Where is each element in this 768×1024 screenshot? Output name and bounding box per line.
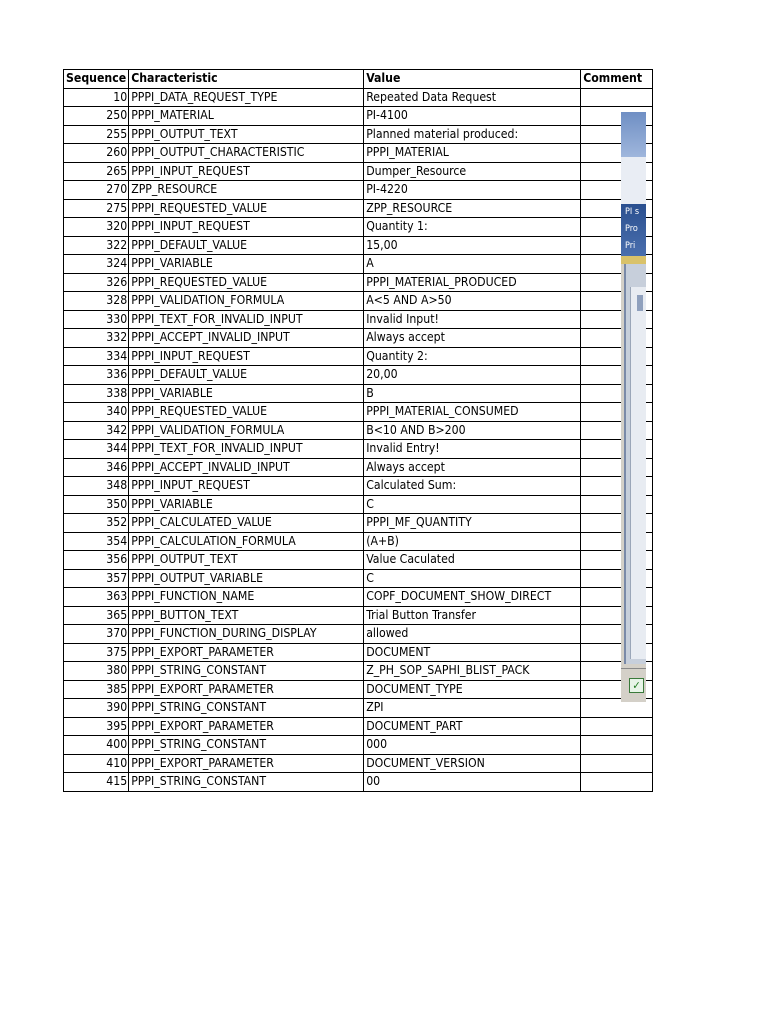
sequence-cell: 363 (64, 588, 129, 607)
sequence-cell: 255 (64, 125, 129, 144)
table-row (64, 366, 653, 385)
table-row (64, 606, 653, 625)
header-line-2: Pro (625, 224, 638, 234)
table-row (64, 773, 653, 792)
table-row (64, 162, 653, 181)
value-header: Value (364, 70, 581, 89)
embedded-sap-screenshot (621, 112, 646, 702)
process-instruction-header (621, 204, 646, 256)
characteristic-cell: PPPI_INPUT_REQUEST (129, 162, 364, 181)
sequence-cell: 346 (64, 458, 129, 477)
table-row (64, 625, 653, 644)
sequence-cell: 348 (64, 477, 129, 496)
sequence-cell: 10 (64, 88, 129, 107)
table-row (64, 588, 653, 607)
characteristic-cell: PPPI_STRING_CONSTANT (129, 736, 364, 755)
characteristic-cell: PPPI_STRING_CONSTANT (129, 773, 364, 792)
table-row (64, 514, 653, 533)
sequence-cell: 260 (64, 144, 129, 163)
value-cell: DOCUMENT_TYPE (364, 680, 581, 699)
table-row (64, 717, 653, 736)
sequence-header: Sequence (64, 70, 129, 89)
sequence-cell: 357 (64, 569, 129, 588)
characteristic-cell: PPPI_VARIABLE (129, 255, 364, 274)
sequence-cell: 250 (64, 107, 129, 126)
sequence-cell: 356 (64, 551, 129, 570)
sequence-cell: 350 (64, 495, 129, 514)
characteristic-cell: PPPI_STRING_CONSTANT (129, 662, 364, 681)
table-row (64, 643, 653, 662)
sequence-cell: 342 (64, 421, 129, 440)
sequence-cell: 375 (64, 643, 129, 662)
value-cell: PPPI_MATERIAL (364, 144, 581, 163)
sequence-cell: 270 (64, 181, 129, 200)
value-cell: Z_PH_SOP_SAPHI_BLIST_PACK (364, 662, 581, 681)
table-row (64, 255, 653, 274)
value-cell: allowed (364, 625, 581, 644)
characteristic-cell: PPPI_EXPORT_PARAMETER (129, 717, 364, 736)
accent-divider (621, 256, 646, 264)
value-cell: DOCUMENT_PART (364, 717, 581, 736)
table-row (64, 421, 653, 440)
value-cell: B (364, 384, 581, 403)
characteristic-cell: PPPI_VARIABLE (129, 495, 364, 514)
table-row (64, 347, 653, 366)
characteristic-cell: PPPI_REQUESTED_VALUE (129, 273, 364, 292)
characteristic-cell: PPPI_STRING_CONSTANT (129, 699, 364, 718)
table-row (64, 273, 653, 292)
characteristic-cell: PPPI_EXPORT_PARAMETER (129, 680, 364, 699)
header-row (64, 70, 653, 89)
characteristic-cell: PPPI_OUTPUT_CHARACTERISTIC (129, 144, 364, 163)
characteristic-cell: PPPI_REQUESTED_VALUE (129, 199, 364, 218)
characteristic-cell: PPPI_FUNCTION_DURING_DISPLAY (129, 625, 364, 644)
characteristic-cell: PPPI_VARIABLE (129, 384, 364, 403)
sequence-cell: 265 (64, 162, 129, 181)
inner-field-area (630, 287, 646, 659)
sequence-cell: 338 (64, 384, 129, 403)
table-row (64, 458, 653, 477)
value-cell: A<5 AND A>50 (364, 292, 581, 311)
characteristic-cell: PPPI_DEFAULT_VALUE (129, 366, 364, 385)
sequence-cell: 370 (64, 625, 129, 644)
sequence-cell: 354 (64, 532, 129, 551)
characteristic-cell: PPPI_TEXT_FOR_INVALID_INPUT (129, 440, 364, 459)
value-cell: Quantity 1: (364, 218, 581, 237)
characteristic-cell: PPPI_OUTPUT_TEXT (129, 551, 364, 570)
characteristic-cell: ZPP_RESOURCE (129, 181, 364, 200)
value-cell: Trial Button Transfer (364, 606, 581, 625)
table-row (64, 199, 653, 218)
value-cell: 20,00 (364, 366, 581, 385)
comment-cell (581, 88, 653, 107)
sequence-cell: 328 (64, 292, 129, 311)
table-row (64, 218, 653, 237)
table-row (64, 569, 653, 588)
window-title-bar (621, 112, 646, 157)
sequence-cell: 352 (64, 514, 129, 533)
table-row (64, 144, 653, 163)
table-row (64, 495, 653, 514)
value-cell: Dumper_Resource (364, 162, 581, 181)
sequence-cell: 330 (64, 310, 129, 329)
header-line-1: PI s (625, 207, 640, 217)
comment-cell (581, 717, 653, 736)
characteristic-cell: PPPI_OUTPUT_TEXT (129, 125, 364, 144)
value-cell: PI-4100 (364, 107, 581, 126)
value-cell: ZPI (364, 699, 581, 718)
sequence-cell: 275 (64, 199, 129, 218)
comment-header: Comment (581, 70, 653, 89)
sequence-cell: 410 (64, 754, 129, 773)
value-cell: B<10 AND B>200 (364, 421, 581, 440)
characteristic-cell: PPPI_CALCULATION_FORMULA (129, 532, 364, 551)
value-cell: 15,00 (364, 236, 581, 255)
characteristic-cell: PPPI_INPUT_REQUEST (129, 347, 364, 366)
characteristic-cell: PPPI_TEXT_FOR_INVALID_INPUT (129, 310, 364, 329)
characteristic-cell: PPPI_VALIDATION_FORMULA (129, 292, 364, 311)
value-cell: Calculated Sum: (364, 477, 581, 496)
value-cell: Always accept (364, 329, 581, 348)
table-row (64, 403, 653, 422)
characteristic-cell: PPPI_REQUESTED_VALUE (129, 403, 364, 422)
value-cell: PI-4220 (364, 181, 581, 200)
table-row (64, 236, 653, 255)
characteristics-table (63, 69, 653, 792)
value-cell: Always accept (364, 458, 581, 477)
characteristic-header: Characteristic (129, 70, 364, 89)
characteristic-cell: PPPI_OUTPUT_VARIABLE (129, 569, 364, 588)
table-row (64, 680, 653, 699)
value-cell: C (364, 495, 581, 514)
comment-cell (581, 773, 653, 792)
characteristic-cell: PPPI_EXPORT_PARAMETER (129, 643, 364, 662)
table-row (64, 440, 653, 459)
sequence-cell: 322 (64, 236, 129, 255)
characteristic-cell: PPPI_INPUT_REQUEST (129, 218, 364, 237)
value-cell: 00 (364, 773, 581, 792)
characteristic-cell: PPPI_BUTTON_TEXT (129, 606, 364, 625)
value-cell: PPPI_MF_QUANTITY (364, 514, 581, 533)
value-cell: (A+B) (364, 532, 581, 551)
table-row (64, 551, 653, 570)
table-row (64, 662, 653, 681)
header-line-3: Pri (625, 241, 636, 251)
value-cell: DOCUMENT_VERSION (364, 754, 581, 773)
value-cell: COPF_DOCUMENT_SHOW_DIRECT (364, 588, 581, 607)
comment-cell (581, 736, 653, 755)
table-row (64, 310, 653, 329)
sequence-cell: 344 (64, 440, 129, 459)
table-row (64, 107, 653, 126)
comment-cell (581, 754, 653, 773)
characteristic-cell: PPPI_ACCEPT_INVALID_INPUT (129, 329, 364, 348)
value-cell: ZPP_RESOURCE (364, 199, 581, 218)
table-row (64, 88, 653, 107)
sequence-cell: 415 (64, 773, 129, 792)
characteristic-cell: PPPI_INPUT_REQUEST (129, 477, 364, 496)
value-cell: C (364, 569, 581, 588)
table-row (64, 736, 653, 755)
green-checkmark-icon: ✓ (629, 678, 644, 693)
value-cell: Value Caculated (364, 551, 581, 570)
sequence-cell: 395 (64, 717, 129, 736)
value-cell: 000 (364, 736, 581, 755)
table-row (64, 292, 653, 311)
table-row (64, 477, 653, 496)
value-cell: Repeated Data Request (364, 88, 581, 107)
sequence-cell: 390 (64, 699, 129, 718)
sequence-cell: 336 (64, 366, 129, 385)
value-cell: Invalid Entry! (364, 440, 581, 459)
sequence-cell: 400 (64, 736, 129, 755)
toolbar-band (621, 157, 646, 204)
sequence-cell: 340 (64, 403, 129, 422)
value-cell: A (364, 255, 581, 274)
sequence-cell: 324 (64, 255, 129, 274)
value-cell: Quantity 2: (364, 347, 581, 366)
characteristic-cell: PPPI_CALCULATED_VALUE (129, 514, 364, 533)
sequence-cell: 332 (64, 329, 129, 348)
characteristic-cell: PPPI_MATERIAL (129, 107, 364, 126)
table-row (64, 329, 653, 348)
characteristic-cell: PPPI_FUNCTION_NAME (129, 588, 364, 607)
value-cell: DOCUMENT (364, 643, 581, 662)
sequence-cell: 334 (64, 347, 129, 366)
value-cell: Planned material produced: (364, 125, 581, 144)
sequence-cell: 385 (64, 680, 129, 699)
characteristic-cell: PPPI_DATA_REQUEST_TYPE (129, 88, 364, 107)
sequence-cell: 365 (64, 606, 129, 625)
sequence-cell: 326 (64, 273, 129, 292)
value-cell: PPPI_MATERIAL_PRODUCED (364, 273, 581, 292)
table-row (64, 532, 653, 551)
characteristic-cell: PPPI_VALIDATION_FORMULA (129, 421, 364, 440)
characteristic-cell: PPPI_DEFAULT_VALUE (129, 236, 364, 255)
value-cell: PPPI_MATERIAL_CONSUMED (364, 403, 581, 422)
characteristic-cell: PPPI_EXPORT_PARAMETER (129, 754, 364, 773)
table-row (64, 754, 653, 773)
value-cell: Invalid Input! (364, 310, 581, 329)
scroll-handle (637, 295, 643, 311)
sequence-cell: 380 (64, 662, 129, 681)
table-row (64, 125, 653, 144)
table-row (64, 181, 653, 200)
characteristic-cell: PPPI_ACCEPT_INVALID_INPUT (129, 458, 364, 477)
sequence-cell: 320 (64, 218, 129, 237)
table-row (64, 384, 653, 403)
table-row (64, 699, 653, 718)
